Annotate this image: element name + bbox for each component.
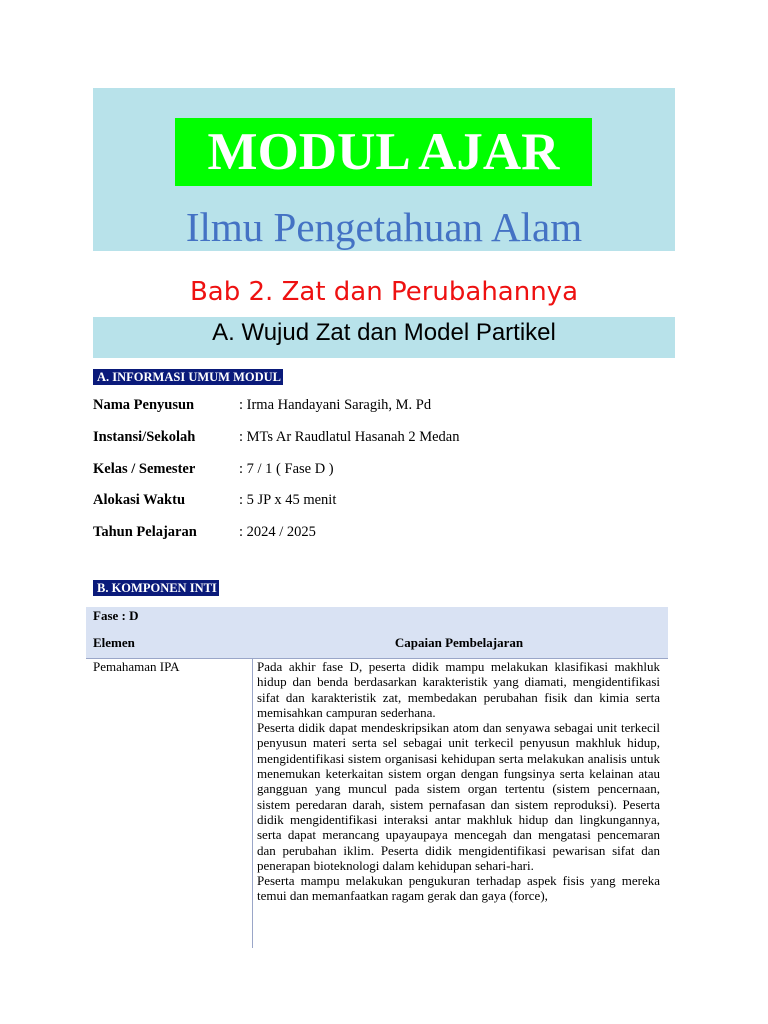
main-title: MODUL AJAR — [175, 118, 592, 186]
col-header-elemen: Elemen — [93, 635, 135, 650]
capaian-text — [257, 659, 660, 904]
section-a-heading: A. INFORMASI UMUM MODUL — [93, 369, 283, 385]
info-value: : 7 / 1 ( Fase D ) — [239, 461, 334, 477]
info-value: : 5 JP x 45 menit — [239, 492, 337, 508]
fase-label: Fase : D — [93, 608, 139, 623]
capaian-paragraph: Peserta mampu melakukan pengukuran terhadap aspek fisis yang mereka temui dan memanfaatkan ragam gerak dan gaya (force), — [257, 873, 660, 904]
info-label: Nama Penyusun — [93, 397, 195, 413]
subject-title: Ilmu Pengetahuan Alam — [185, 204, 583, 250]
info-label: Tahun Pelajaran — [93, 524, 197, 540]
info-label: Instansi/Sekolah — [93, 429, 196, 445]
table-column-divider — [252, 658, 253, 948]
section-b-heading: B. KOMPONEN INTI — [93, 580, 219, 596]
info-value: : MTs Ar Raudlatul Hasanah 2 Medan — [239, 429, 460, 445]
col-header-capaian: Capaian Pembelajaran — [394, 635, 524, 650]
info-value: : Irma Handayani Saragih, M. Pd — [239, 397, 432, 413]
capaian-paragraph: Pada akhir fase D, peserta didik mampu melakukan klasifikasi makhluk hidup dan benda berdasarkan karakteristik yang diamati, mengidentifikasi sifat dan karakteristik zat, membedakan perubahan fisik dan kimia serta memisahkan campuran sederhana. — [257, 659, 660, 720]
info-label: Alokasi Waktu — [93, 492, 186, 508]
elemen-value: Pemahaman IPA — [93, 659, 180, 674]
info-label: Kelas / Semester — [93, 461, 196, 477]
chapter-title: Bab 2. Zat dan Perubahannya — [189, 277, 579, 307]
capaian-paragraph: Peserta didik dapat mendeskripsikan atom dan senyawa sebagai unit terkecil penyusun materi serta sel sebagai unit terkecil penyusun makhluk hidup, mengidentifikasi sistem organisasi kehidupan serta melakukan analisis untuk menemukan keterkaitan sistem organ dengan fungsinya serta kelainan atau gangguan yang muncul pada sistem organ tertentu (sistem pencernaan, sistem peredaran darah, sistem pernafasan dan sistem reproduksi). Peserta didik mengidentifikasi interaksi antar makhluk hidup dan lingkungannya, serta dapat merancang upayaupaya mencegah dan mengatasi pencemaran dan perubahan iklim. Peserta didik mengidentifikasi pewarisan sifat dan penerapan bioteknologi dalam kehidupan sehari-hari. — [257, 720, 660, 873]
info-value: : 2024 / 2025 — [239, 524, 316, 540]
topic-title: A. Wujud Zat dan Model Partikel — [93, 317, 675, 358]
